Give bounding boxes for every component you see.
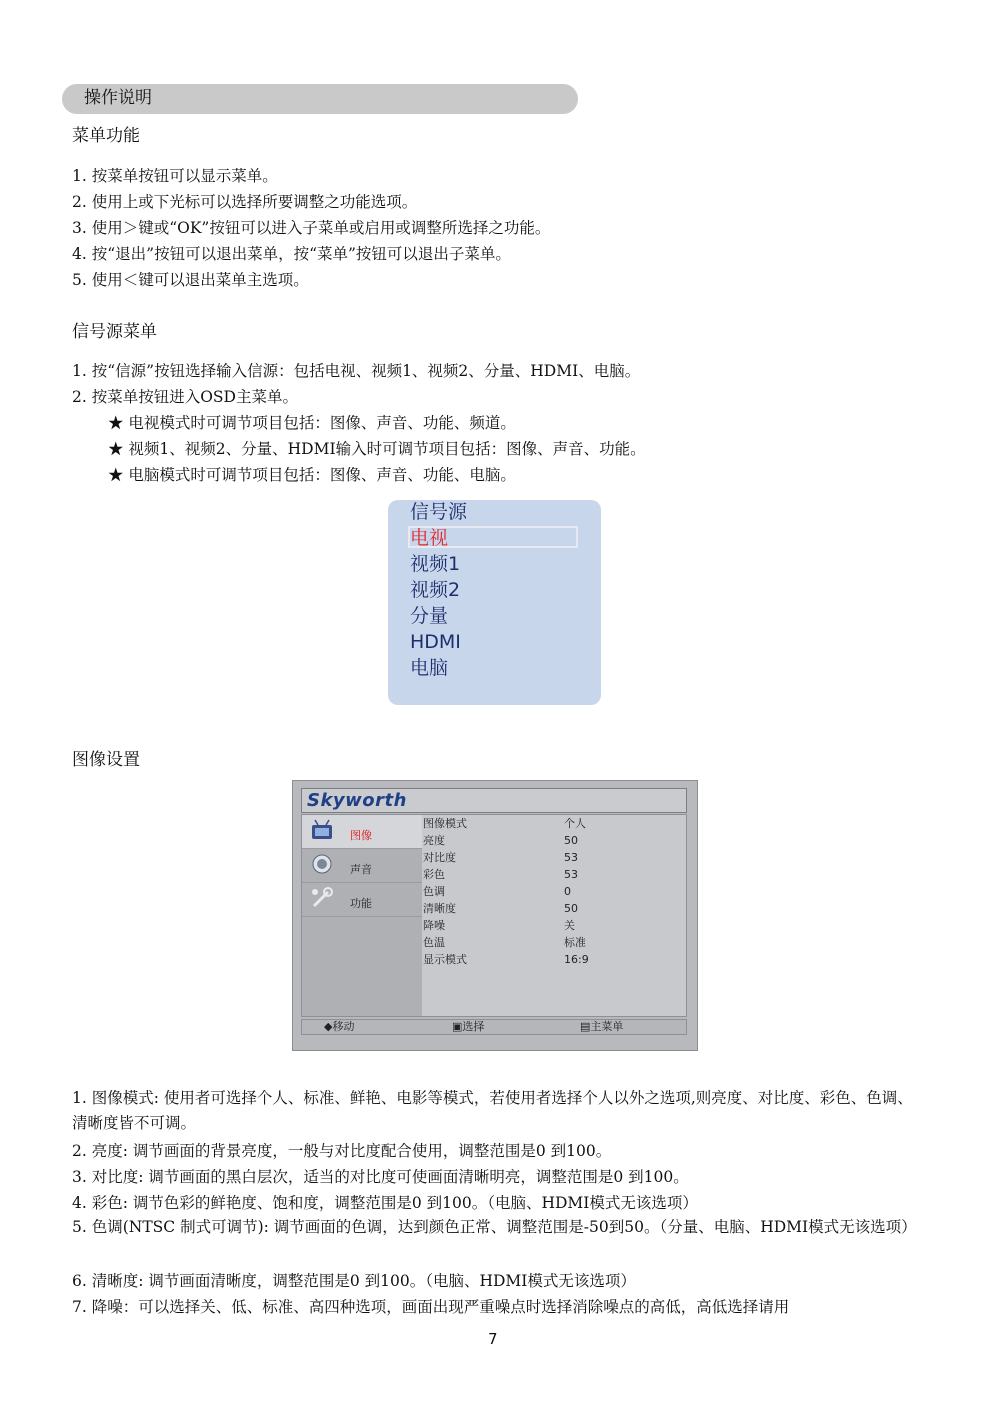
bullet-item: ★ 视频1、视频2、分量、HDMI输入时可调节项目包括：图像、声音、功能。 — [108, 440, 646, 458]
note-paragraph: 7. 降噪：可以选择关、低、标准、高四种选项，画面出现严重噪点时选择消除噪点的高低，高低选择请用 — [72, 1298, 790, 1316]
source-option-component[interactable]: 分量 — [410, 605, 449, 627]
note-paragraph: 1. 图像模式: 使用者可选择个人、标准、鲜艳、电影等模式，若使用者选择个人以外之选项,则亮度、对比度、彩色、色调、清晰度皆不可调。 — [72, 1089, 913, 1132]
bullet-item: ★ 电视模式时可调节项目包括：图像、声音、功能、频道。 — [108, 414, 516, 432]
setting-row[interactable] — [422, 883, 686, 900]
osd-footer — [301, 1019, 687, 1035]
select-icon: ▣ — [452, 1020, 463, 1033]
setting-label: 对比度 — [423, 851, 456, 864]
menu-icon: ▤ — [580, 1020, 591, 1033]
note-paragraph: 3. 对比度: 调节画面的黑白层次，适当的对比度可使画面清晰明亮，调整范围是0 到100。 — [72, 1168, 689, 1186]
wrench-icon — [310, 887, 334, 914]
setting-value: 53 — [564, 868, 578, 881]
osd-panel — [301, 814, 687, 1017]
move-hint — [324, 1020, 354, 1034]
setting-label: 亮度 — [423, 834, 445, 847]
setting-row[interactable] — [422, 917, 686, 934]
move-hint-label: 移动 — [332, 1020, 355, 1033]
bullet-item: ★ 电脑模式时可调节项目包括：图像、声音、功能、电脑。 — [108, 466, 516, 484]
source-option-pc[interactable]: 电脑 — [410, 657, 449, 679]
setting-row[interactable] — [422, 934, 686, 951]
setting-row[interactable] — [422, 866, 686, 883]
setting-label: 清晰度 — [423, 902, 456, 915]
list-item: 3. 使用＞键或“OK”按钮可以进入子菜单或启用或调整所选择之功能。 — [72, 219, 551, 237]
list-item: 1. 按“信源”按钮选择输入信源：包括电视、视频1、视频2、分量、HDMI、电脑。 — [72, 362, 641, 380]
source-option-hdmi[interactable]: HDMI — [410, 631, 461, 653]
tab-function-label: 功能 — [350, 897, 372, 910]
setting-label: 显示模式 — [423, 953, 467, 966]
brand-logo: Skyworth — [307, 790, 407, 811]
setting-label: 图像模式 — [423, 817, 467, 830]
setting-value: 关 — [564, 919, 575, 932]
setting-value: 个人 — [564, 817, 586, 830]
setting-value: 标准 — [564, 936, 586, 949]
source-menu-panel — [388, 500, 601, 705]
setting-row[interactable] — [422, 951, 686, 968]
setting-label: 彩色 — [423, 868, 445, 881]
setting-label: 色调 — [423, 885, 445, 898]
source-option-tv[interactable]: 电视 — [410, 527, 449, 549]
setting-value: 53 — [564, 851, 578, 864]
setting-row[interactable] — [422, 815, 686, 832]
tab-sound-label: 声音 — [350, 863, 372, 876]
list-item: 2. 使用上或下光标可以选择所要调整之功能选项。 — [72, 193, 418, 211]
list-item: 4. 按“退出”按钮可以退出菜单，按“菜单”按钮可以退出子菜单。 — [72, 245, 511, 263]
list-item: 5. 使用＜键可以退出菜单主选项。 — [72, 271, 309, 289]
note-paragraph: 2. 亮度: 调节画面的背景亮度，一般与对比度配合使用，调整范围是0 到100。 — [72, 1142, 612, 1160]
source-menu-title: 信号源菜单 — [72, 322, 157, 342]
tv-icon — [310, 819, 334, 846]
source-option-video2[interactable]: 视频2 — [410, 579, 461, 601]
setting-label: 降噪 — [423, 919, 445, 932]
setting-value: 50 — [564, 834, 578, 847]
setting-row[interactable] — [422, 849, 686, 866]
osd-settings-list — [422, 815, 686, 1016]
page-number: 7 — [488, 1330, 498, 1348]
setting-value: 16:9 — [564, 953, 589, 966]
setting-row[interactable] — [422, 900, 686, 917]
main-menu-hint — [580, 1020, 623, 1034]
note-paragraph: 6. 清晰度: 调节画面清晰度，调整范围是0 到100。（电脑、HDMI模式无该选项） — [72, 1272, 636, 1290]
section-header-title: 操作说明 — [84, 88, 152, 108]
source-option-video1[interactable]: 视频1 — [410, 553, 461, 575]
osd-menu — [292, 780, 698, 1051]
tab-sound[interactable] — [302, 849, 422, 883]
picture-settings-title: 图像设置 — [72, 750, 140, 770]
setting-value: 0 — [564, 885, 571, 898]
note-paragraph: 4. 彩色: 调节色彩的鲜艳度、饱和度，调整范围是0 到100。（电脑、HDMI模式无该选项） — [72, 1194, 698, 1212]
setting-row[interactable] — [422, 832, 686, 849]
select-hint-label: 选择 — [462, 1020, 485, 1033]
tab-picture[interactable] — [302, 815, 422, 849]
source-menu-title: 信号源 — [410, 501, 468, 523]
osd-title-bar — [301, 788, 687, 813]
note-paragraph: 5. 色调(NTSC 制式可调节): 调节画面的色调，达到颜色正常、调整范围是-50到50。（分量、电脑、HDMI模式无该选项） — [72, 1218, 917, 1236]
main-menu-hint-label: 主菜单 — [590, 1020, 624, 1033]
move-icon: ◆ — [324, 1020, 333, 1033]
tab-picture-label: 图像 — [350, 829, 372, 842]
menu-function-title: 菜单功能 — [72, 126, 140, 146]
list-item: 1. 按菜单按钮可以显示菜单。 — [72, 167, 278, 185]
speaker-icon — [310, 853, 334, 880]
select-hint — [452, 1020, 484, 1034]
osd-tab-column — [302, 815, 422, 1016]
tab-function[interactable] — [302, 883, 422, 917]
list-item: 2. 按菜单按钮进入OSD主菜单。 — [72, 388, 298, 406]
setting-label: 色温 — [423, 936, 445, 949]
setting-value: 50 — [564, 902, 578, 915]
